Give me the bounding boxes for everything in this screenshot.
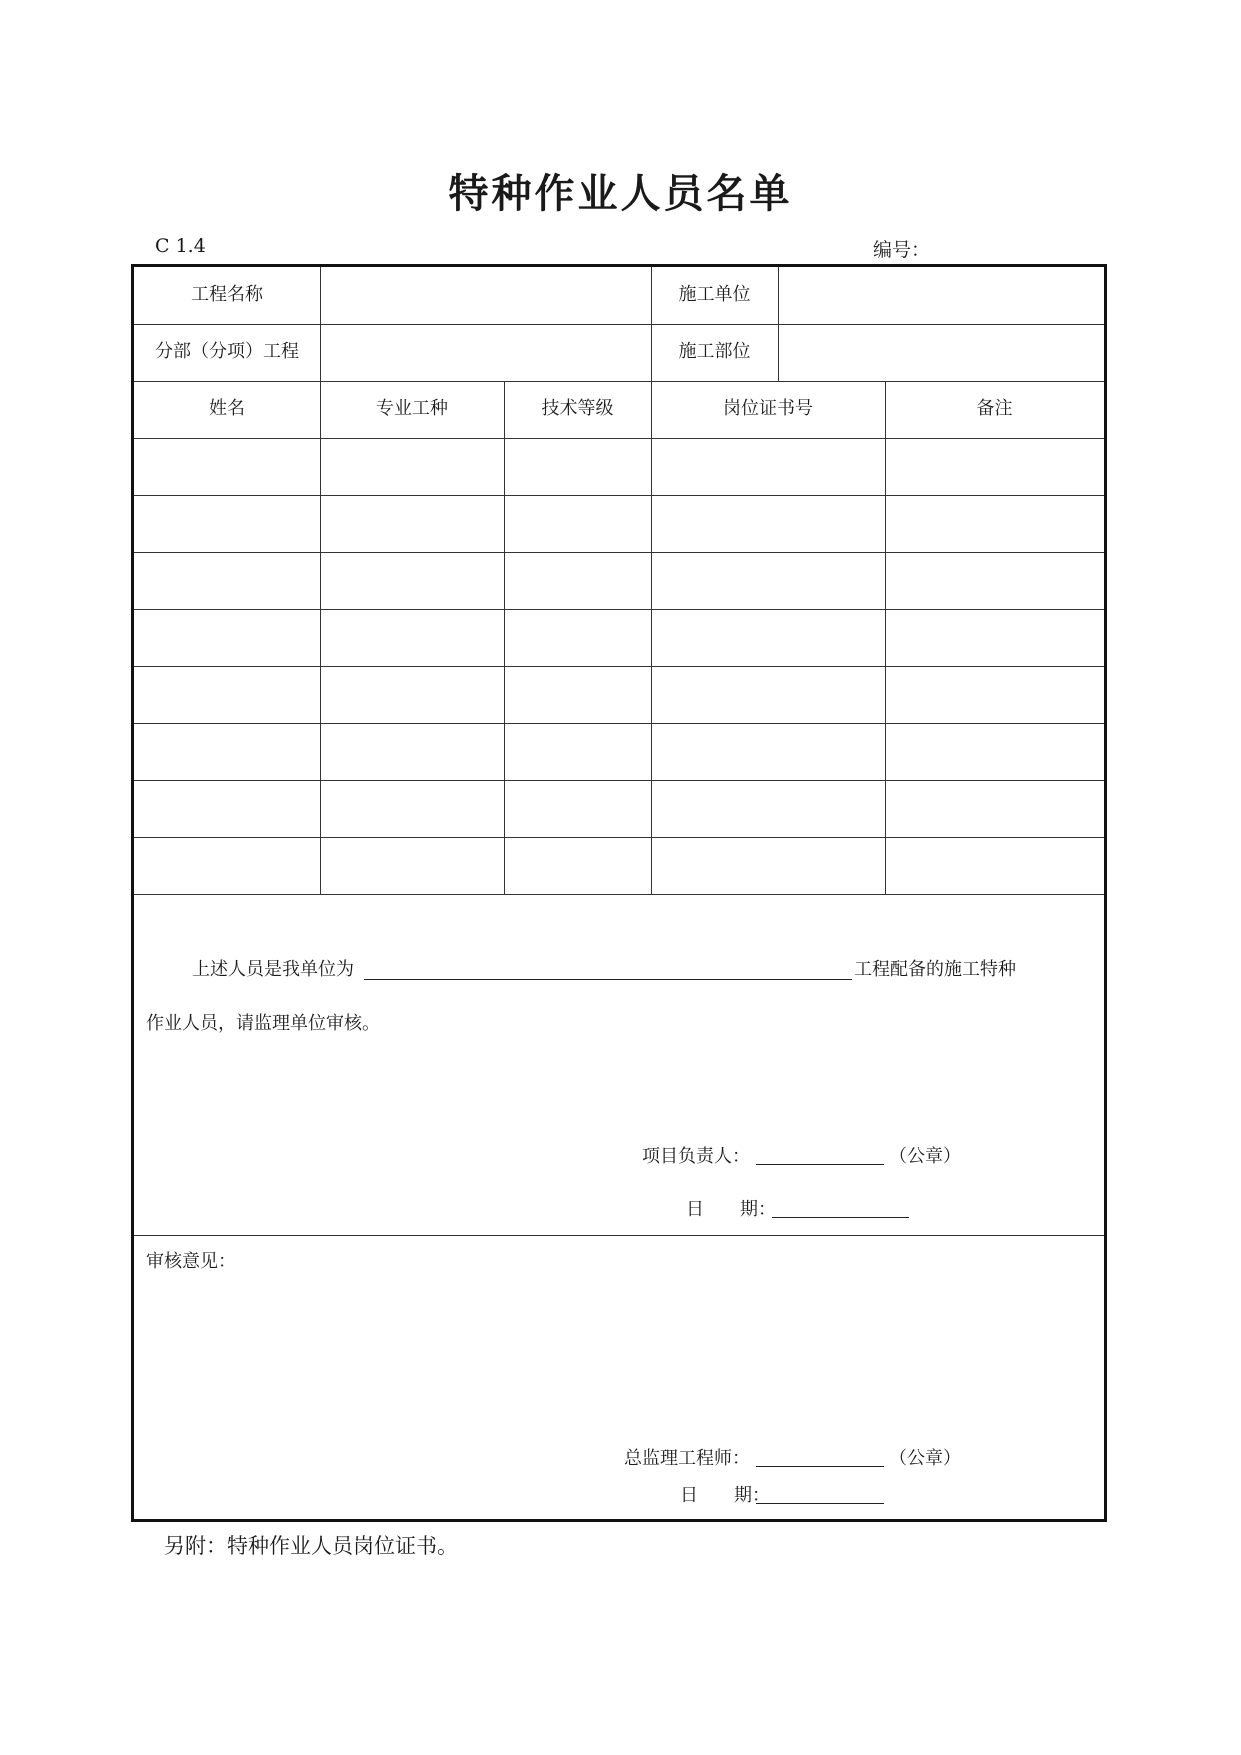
subproject-label: 分部（分项）工程 [155, 341, 299, 362]
serial-number-label: 编号： [873, 239, 931, 261]
declaration-suffix: 工程配备的施工特种 [854, 959, 1016, 980]
form-table [131, 264, 1107, 1522]
column-header-certificate: 岗位证书号 [723, 398, 813, 419]
page-title: 特种作业人员名单 [448, 170, 793, 217]
form-code: C 1.4 [155, 235, 206, 257]
project-name-field[interactable] [320, 267, 651, 323]
review-date-line[interactable] [756, 1503, 884, 1504]
declaration-date-line[interactable] [772, 1217, 909, 1218]
row-divider [134, 552, 1104, 553]
column-header-remarks: 备注 [976, 398, 1013, 419]
row-divider [134, 666, 1104, 667]
manager-label: 项目负责人： [642, 1146, 750, 1167]
declaration-date-label: 日 期： [686, 1199, 776, 1220]
table-cell[interactable] [885, 438, 1104, 494]
column-header-name: 姓名 [209, 398, 245, 419]
row-divider [134, 837, 1104, 838]
manager-seal-label: （公章） [889, 1146, 961, 1167]
table-cell[interactable] [504, 438, 651, 494]
row-divider [134, 723, 1104, 724]
table-cell[interactable] [320, 438, 504, 494]
location-field[interactable] [778, 324, 1104, 380]
subproject-field[interactable] [320, 324, 651, 380]
table-cell[interactable] [651, 438, 885, 494]
location-label: 施工部位 [678, 341, 751, 362]
contractor-label: 施工单位 [678, 284, 751, 305]
column-header-trade: 专业工种 [376, 398, 448, 419]
project-blank-line[interactable] [364, 979, 852, 980]
engineer-seal-label: （公章） [889, 1448, 961, 1469]
footer-note: 另附：特种作业人员岗位证书。 [164, 1534, 458, 1558]
chief-engineer-label: 总监理工程师： [624, 1448, 750, 1469]
project-name-label: 工程名称 [191, 284, 263, 305]
declaration-prefix: 上述人员是我单位为 [192, 959, 354, 980]
declaration-line-2: 作业人员，请监理单位审核。 [146, 1013, 380, 1034]
table-cell[interactable] [134, 438, 320, 494]
column-header-grade: 技术等级 [541, 398, 614, 419]
contractor-field[interactable] [778, 267, 1104, 323]
review-date-label: 日 期： [680, 1485, 770, 1506]
row-divider [134, 609, 1104, 610]
row-divider [134, 495, 1104, 496]
engineer-signature-line[interactable] [756, 1466, 884, 1467]
row-divider [134, 780, 1104, 781]
manager-signature-line[interactable] [756, 1164, 884, 1165]
review-opinion-label: 审核意见： [146, 1251, 236, 1272]
section-divider [134, 1235, 1104, 1236]
row-divider [134, 894, 1104, 895]
